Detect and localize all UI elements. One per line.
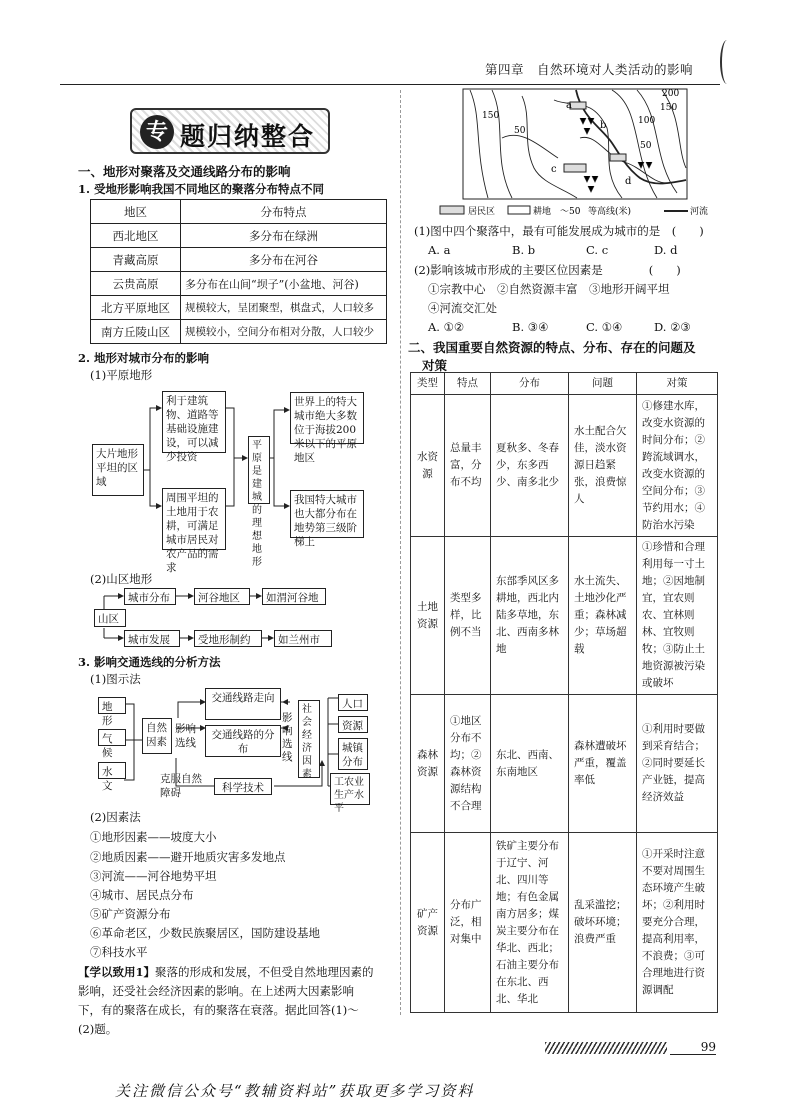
- legend-contour: 等高线(米): [588, 207, 632, 217]
- plain-box-b: 周围平坦的土地用于农耕，可满足城市居民对农产品的需求: [162, 488, 226, 550]
- row-problem: 水土流失、土地沙化严重；森林减少；草场超载: [569, 537, 637, 695]
- graph-label: (1)图示法: [90, 672, 141, 686]
- page-number-decoration: [545, 1042, 667, 1054]
- table-header: 问题: [569, 373, 637, 395]
- factor-hydrology: 水文: [98, 762, 126, 779]
- practice-line: 影响，还受社会经济因素的影响。在上述两大因素影响: [78, 984, 354, 998]
- mountain-label: (2)山区地形: [90, 572, 153, 586]
- section1-sub3: 3. 影响交通选线的分析方法: [78, 655, 221, 669]
- practice-line: 聚落的形成和发展，不但受自然地理因素的: [155, 965, 374, 979]
- table-header: 类型: [411, 373, 445, 395]
- factor-item: ⑦科技水平: [90, 945, 148, 959]
- contour-label: 50: [514, 126, 526, 136]
- route-direction: 交通线路走向: [205, 688, 281, 720]
- legend-farm: 耕地: [533, 207, 552, 217]
- factor-item: ①地形因素——坡度大小: [90, 830, 217, 844]
- route-distribution: 交通线路的分布: [205, 725, 281, 757]
- factor-resources: 资源: [338, 716, 368, 733]
- table-cell: 南方丘陵山区: [91, 320, 181, 344]
- point-b: b: [600, 120, 607, 131]
- factor-item: ②地质因素——避开地质灾害多发地点: [90, 850, 286, 864]
- mountain-root: 山区: [94, 609, 126, 627]
- table-cell: 多分布在河谷: [181, 248, 387, 272]
- table-cell: 规模较小，空间分布相对分散，人口较少: [181, 320, 387, 344]
- table-header: 特点: [445, 373, 491, 395]
- contour-map: [462, 88, 688, 200]
- contour-label: 200: [662, 89, 680, 99]
- question-2: (2)影响该城市形成的主要区位因素是 ( ): [414, 263, 681, 277]
- footer-note: 关注微信公众号“教辅资料站”获取更多学习资料: [115, 1082, 475, 1100]
- affect-label-1: 影响选线: [175, 723, 196, 749]
- contour-label: 50: [640, 141, 652, 151]
- column-divider: [400, 90, 401, 1015]
- table-cell: 多分布在山间“坝子”(小盆地、河谷): [181, 272, 387, 296]
- mountain-row1-c: 如渭河谷地: [262, 588, 326, 605]
- natural-factors: 自然因素: [142, 718, 172, 754]
- mountain-row2-c: 如兰州市: [274, 630, 332, 647]
- point-d: d: [625, 176, 632, 187]
- plain-mid: 平原是建城的理想地形: [248, 436, 270, 504]
- settlement-table: [90, 199, 387, 344]
- row-measure: ①修建水库，改变水资源的时间分布；②跨流域调水，改变水资源的空间分布；③节约用水；④防治水污染: [637, 395, 718, 537]
- chapter-header: 第四章 自然环境对人类活动的影响: [485, 62, 694, 77]
- map-legend: [438, 203, 718, 219]
- row-problem: 乱采滥挖；破坏环境；浪费严重: [569, 833, 637, 1013]
- practice-tag: 【学以致用1】: [78, 965, 156, 979]
- legend-river: 河流: [690, 207, 709, 217]
- row-feature: 类型多样，比例不当: [445, 537, 491, 695]
- table-cell: 云贵高原: [91, 272, 181, 296]
- factor-production: 工农业生产水平: [330, 773, 370, 805]
- table-row: [411, 833, 718, 1013]
- factor-item: ⑤矿产资源分布: [90, 907, 171, 921]
- row-problem: 森林遭破坏严重，覆盖率低: [569, 695, 637, 833]
- factor-towns: 城镇分布: [338, 738, 368, 770]
- q2-option-d: D. ②③: [654, 320, 691, 334]
- q2-line-1: ①宗教中心 ②自然资源丰富 ③地形开阔平坦: [428, 282, 670, 296]
- section1-sub1: 1. 受地形影响我国不同地区的聚落分布特点不同: [78, 182, 325, 196]
- factors-label: (2)因素法: [90, 810, 141, 824]
- contour-label: 150: [660, 103, 678, 113]
- legend-contour-sym: ～50: [560, 207, 581, 217]
- table-cell: 青藏高原: [91, 248, 181, 272]
- resource-table: [410, 372, 718, 1013]
- table-row: [411, 695, 718, 833]
- plain-label: (1)平原地形: [90, 368, 153, 382]
- practice-block: [78, 963, 398, 1039]
- row-problem: 水土配合欠佳，淡水资源日趋紧张，浪费惊人: [569, 395, 637, 537]
- q2-option-b: B. ③④: [512, 320, 549, 334]
- table-cell: 北方平原地区: [91, 296, 181, 320]
- contour-label: 100: [638, 116, 656, 126]
- banner-zhuan: 专: [140, 115, 174, 149]
- mountain-row2-b: 受地形制约: [194, 630, 262, 647]
- factor-item: ③河流——河谷地势平坦: [90, 869, 217, 883]
- row-measure: ①开采时注意不要对周围生态环境产生破坏；②利用时要充分合理，提高利用率，不浪费；③可合理地进行资源调配: [637, 833, 718, 1013]
- table-row: [411, 395, 718, 537]
- q1-option-a: A. a: [428, 243, 451, 257]
- plain-box-a: 利于建筑物、道路等基础设施建设，可以减少投资: [162, 391, 226, 453]
- contour-label: 150: [482, 111, 500, 121]
- table-header: 分布: [491, 373, 569, 395]
- factor-climate: 气候: [98, 729, 126, 746]
- plain-result-1: 世界上的特大城市绝大多数位于海拔200米以下的平原地区: [290, 392, 364, 444]
- table-cell: 多分布在绿洲: [181, 224, 387, 248]
- table-header: 地区: [91, 200, 181, 224]
- q1-option-c: C. c: [586, 243, 609, 257]
- page-number: 99: [670, 1040, 716, 1055]
- mountain-row1-b: 河谷地区: [194, 588, 250, 605]
- overcome-label: 克服自然障碍: [160, 773, 202, 799]
- mountain-row2-a: 城市发展: [124, 630, 180, 647]
- row-feature: 总量丰富，分布不均: [445, 395, 491, 537]
- row-feature: ①地区分布不均；②森林资源结构不合理: [445, 695, 491, 833]
- point-a: a: [566, 100, 572, 111]
- row-type: 土地资源: [411, 537, 445, 695]
- plain-source: 大片地形平坦的区域: [92, 444, 144, 496]
- question-1: (1)图中四个聚落中，最有可能发展成为城市的是 ( ): [414, 224, 704, 238]
- q2-line-2: ④河流交汇处: [428, 301, 497, 315]
- header-decoration: [720, 40, 734, 84]
- row-measure: ①利用时要做到采育结合；②同时要延长产业链，提高经济效益: [637, 695, 718, 833]
- q2-option-c: C. ①④: [586, 320, 623, 334]
- row-dist: 东部季风区多耕地，西北内陆多草地，东北、西南多林地: [491, 537, 569, 695]
- affect-label-2: 影响选线: [282, 712, 293, 763]
- table-header: 分布特点: [181, 200, 387, 224]
- mountain-row1-a: 城市分布: [124, 588, 176, 605]
- science-tech: 科学技术: [214, 778, 272, 795]
- row-dist: 东北、西南、东南地区: [491, 695, 569, 833]
- row-dist: 铁矿主要分布于辽宁、河北、四川等地；有色金属南方居多；煤炭主要分布在华北、西北；石油主要分布在东北、西北、华北: [491, 833, 569, 1013]
- legend-resident: 居民区: [468, 207, 496, 217]
- header-rule: [60, 84, 720, 85]
- practice-line: 下，有的聚落在成长，有的聚落在衰落。据此回答(1)～: [78, 1003, 359, 1017]
- section2-title: 二、我国重要自然资源的特点、分布、存在的问题及: [408, 340, 696, 355]
- factor-item: ⑥革命老区，少数民族聚居区，国防建设基地: [90, 926, 320, 940]
- q1-option-d: D. d: [654, 243, 678, 257]
- row-type: 森林资源: [411, 695, 445, 833]
- row-type: 矿产资源: [411, 833, 445, 1013]
- table-row: [411, 537, 718, 695]
- plain-result-2: 我国特大城市也大都分布在地势第三级阶梯上: [290, 490, 364, 538]
- row-dist: 夏秋多、冬春少，东多西少、南多北少: [491, 395, 569, 537]
- row-measure: ①珍惜和合理利用每一寸土地；②因地制宜，宜农则农、宜林则林、宜牧则牧；③防止土地资源被污染或破坏: [637, 537, 718, 695]
- row-feature: 分布广泛，相对集中: [445, 833, 491, 1013]
- row-type: 水资源: [411, 395, 445, 537]
- banner-title: 题归纳整合: [180, 122, 316, 151]
- point-c: c: [551, 164, 557, 175]
- table-header: 对策: [637, 373, 718, 395]
- section1-sub2: 2. 地形对城市分布的影响: [78, 351, 210, 365]
- section-banner: [130, 108, 330, 154]
- social-factors: 社会经济因素: [298, 700, 320, 778]
- q1-option-b: B. b: [512, 243, 536, 257]
- section1-title: 一、地形对聚落及交通线路分布的影响: [78, 164, 291, 179]
- q2-option-a: A. ①②: [428, 320, 465, 334]
- section2-title-2: 对策: [422, 358, 448, 373]
- factor-terrain: 地形: [98, 697, 126, 714]
- table-cell: 规模较大，呈团聚型，棋盘式，人口较多: [181, 296, 387, 320]
- table-cell: 西北地区: [91, 224, 181, 248]
- practice-line: (2)题。: [78, 1022, 118, 1036]
- factor-population: 人口: [338, 694, 368, 711]
- factor-item: ④城市、居民点分布: [90, 888, 194, 902]
